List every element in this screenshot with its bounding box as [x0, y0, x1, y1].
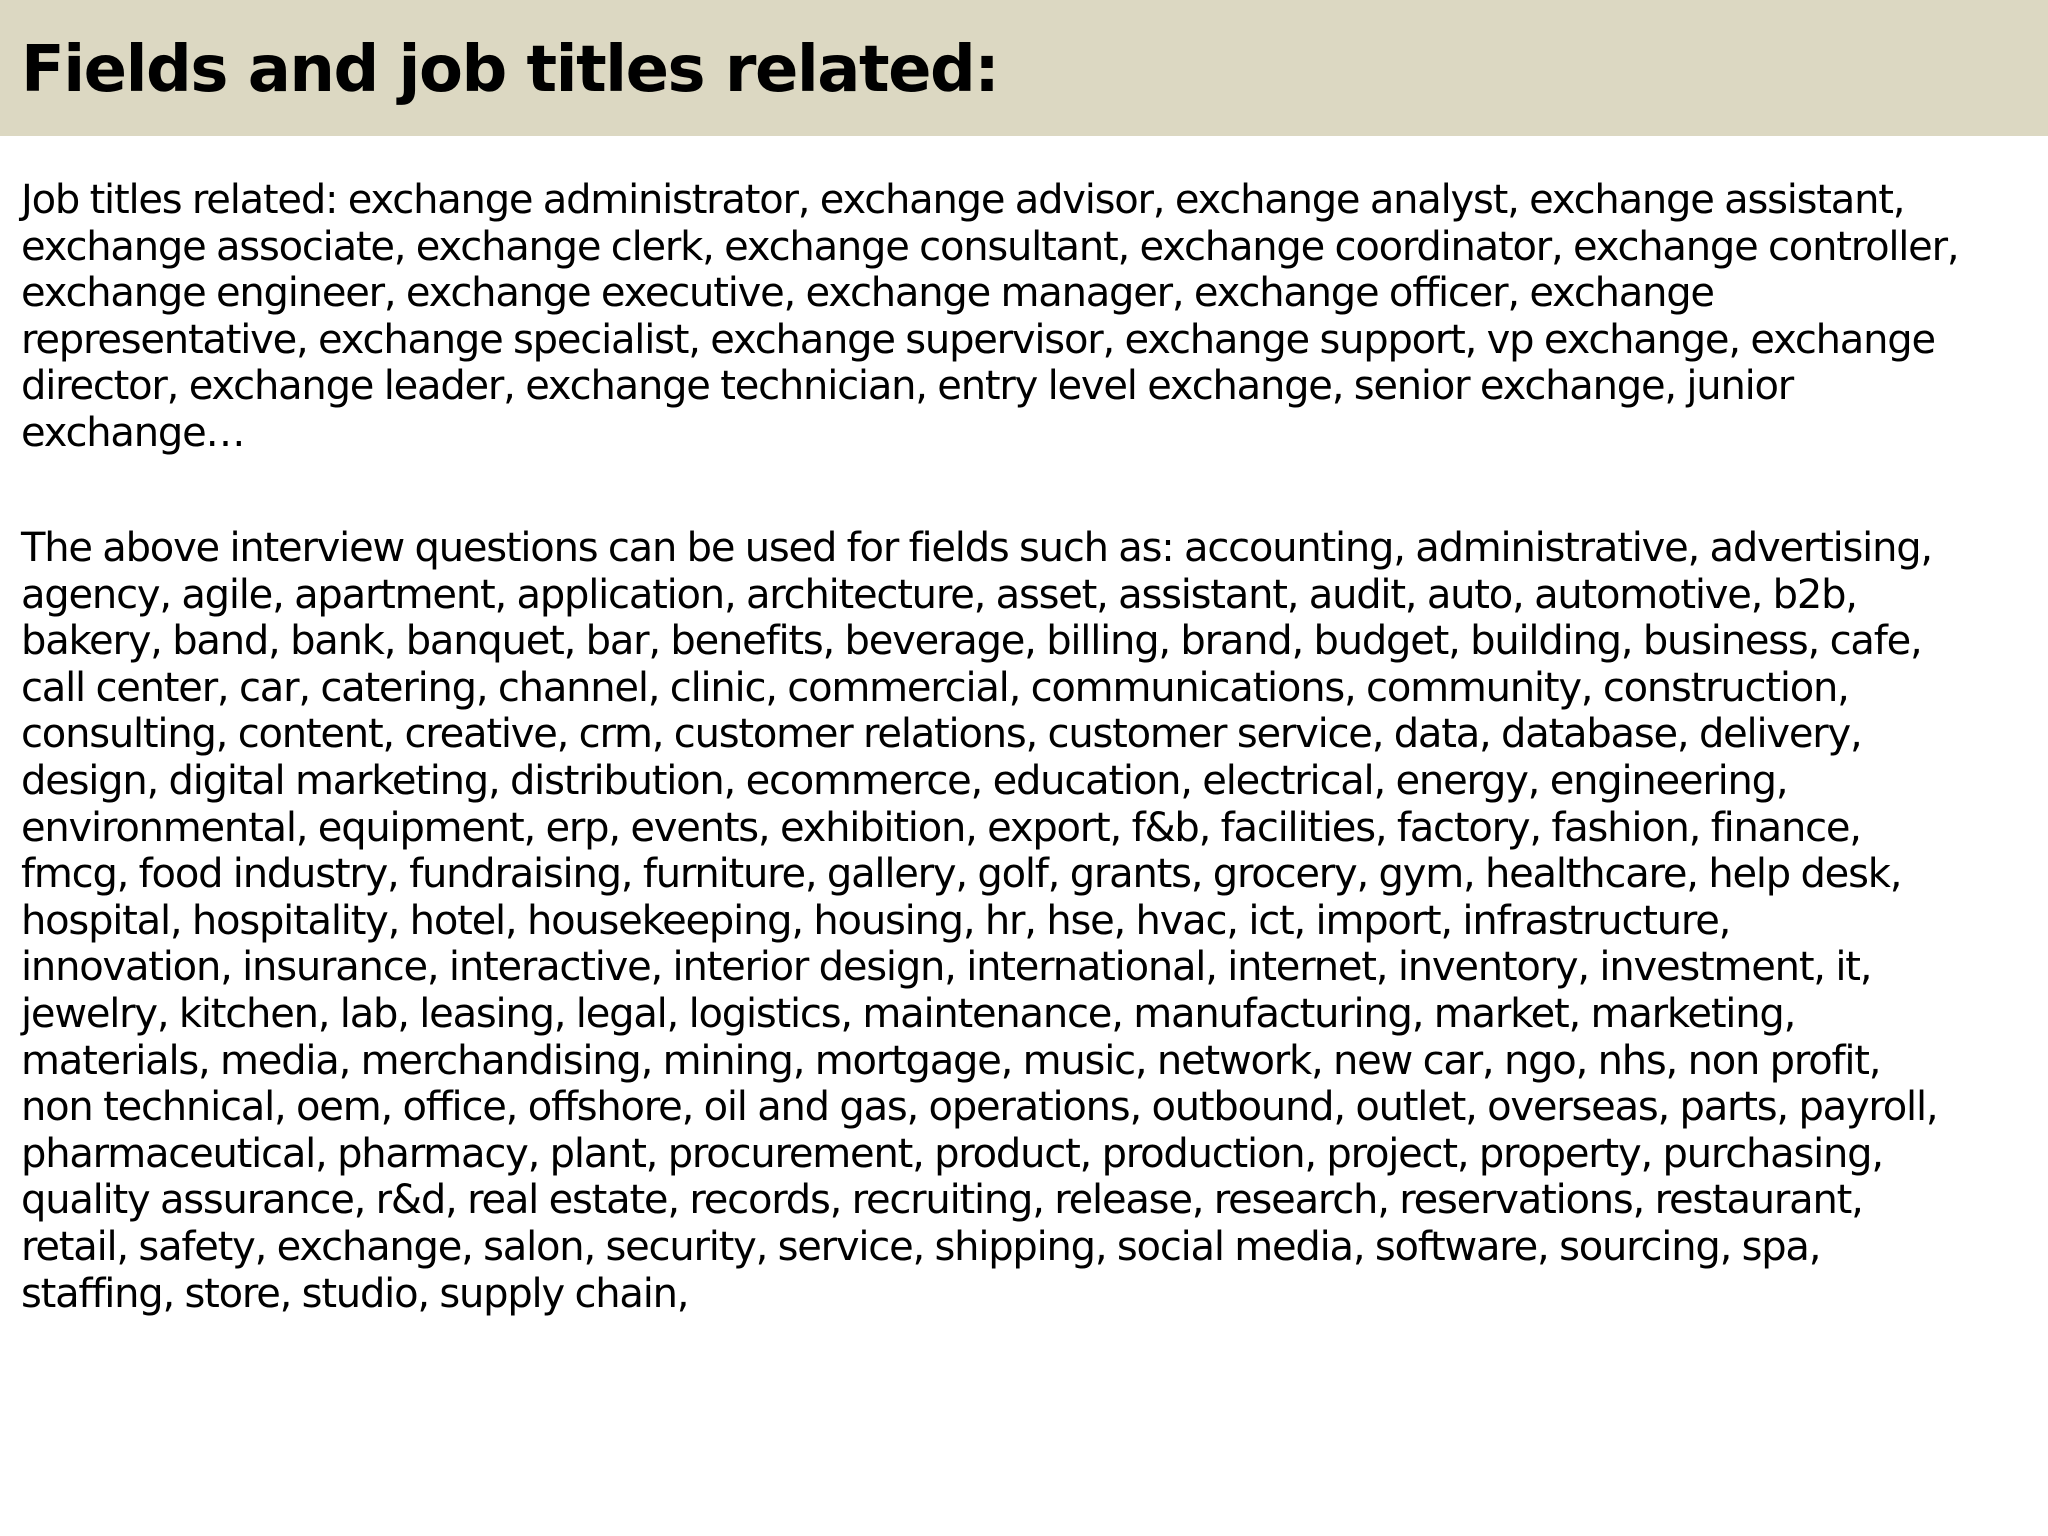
job-titles-paragraph: Job titles related: exchange administrator, exchange advisor, exchange analyst, exchange assistant, exchange associate, exchange clerk, exchange consultant, exchange coordinator, exchange controller, exchange engineer, exchange executive, exchange manager, exchange officer, exchange representative, exchange specialist, exchange supervisor, exchange support, vp exchange, exchange director, exchange leader, exchange technician, entry level exchange, senior exchange, junior exchange…: [21, 177, 1959, 456]
title-bar: [0, 0, 2048, 136]
fields-paragraph: The above interview questions can be used for fields such as: accounting, administrative, advertising, agency, agile, apartment, application, architecture, asset, assistant, audit, auto, automotive, b2b, bakery, band, bank, banquet, bar, benefits, beverage, billing, brand, budget, building, business, cafe, call center, car, catering, channel, clinic, commercial, communications, community, construction, consulting, content, creative, crm, customer relations, customer service, data, database, delivery, design, digital marketing, distribution, ecommerce, education, electrical, energy, engineering, environmental, equipment, erp, events, exhibition, export, f&b, facilities, factory, fashion, finance, fmcg, food industry, fundraising, furniture, gallery, golf, grants, grocery, gym, healthcare, help desk, hospital, hospitality, hotel, housekeeping, housing, hr, hse, hvac, ict, import, infrastructure, innovation, insurance, interactive, interior design, international, internet, inventory, investment, it, jewelry, kitchen, lab, leasing, legal, logistics, maintenance, manufacturing, market, marketing, materials, media, merchandising, mining, mortgage, music, network, new car, ngo, nhs, non profit, non technical, oem, office, offshore, oil and gas, operations, outbound, outlet, overseas, parts, payroll, pharmaceutical, pharmacy, plant, procurement, product, production, project, property, purchasing, quality assurance, r&d, real estate, records, recruiting, release, research, reservations, restaurant, retail, safety, exchange, salon, security, service, shipping, social media, software, sourcing, spa, staffing, store, studio, supply chain,: [21, 525, 1938, 1317]
slide-title: Fields and job titles related:: [21, 33, 999, 107]
